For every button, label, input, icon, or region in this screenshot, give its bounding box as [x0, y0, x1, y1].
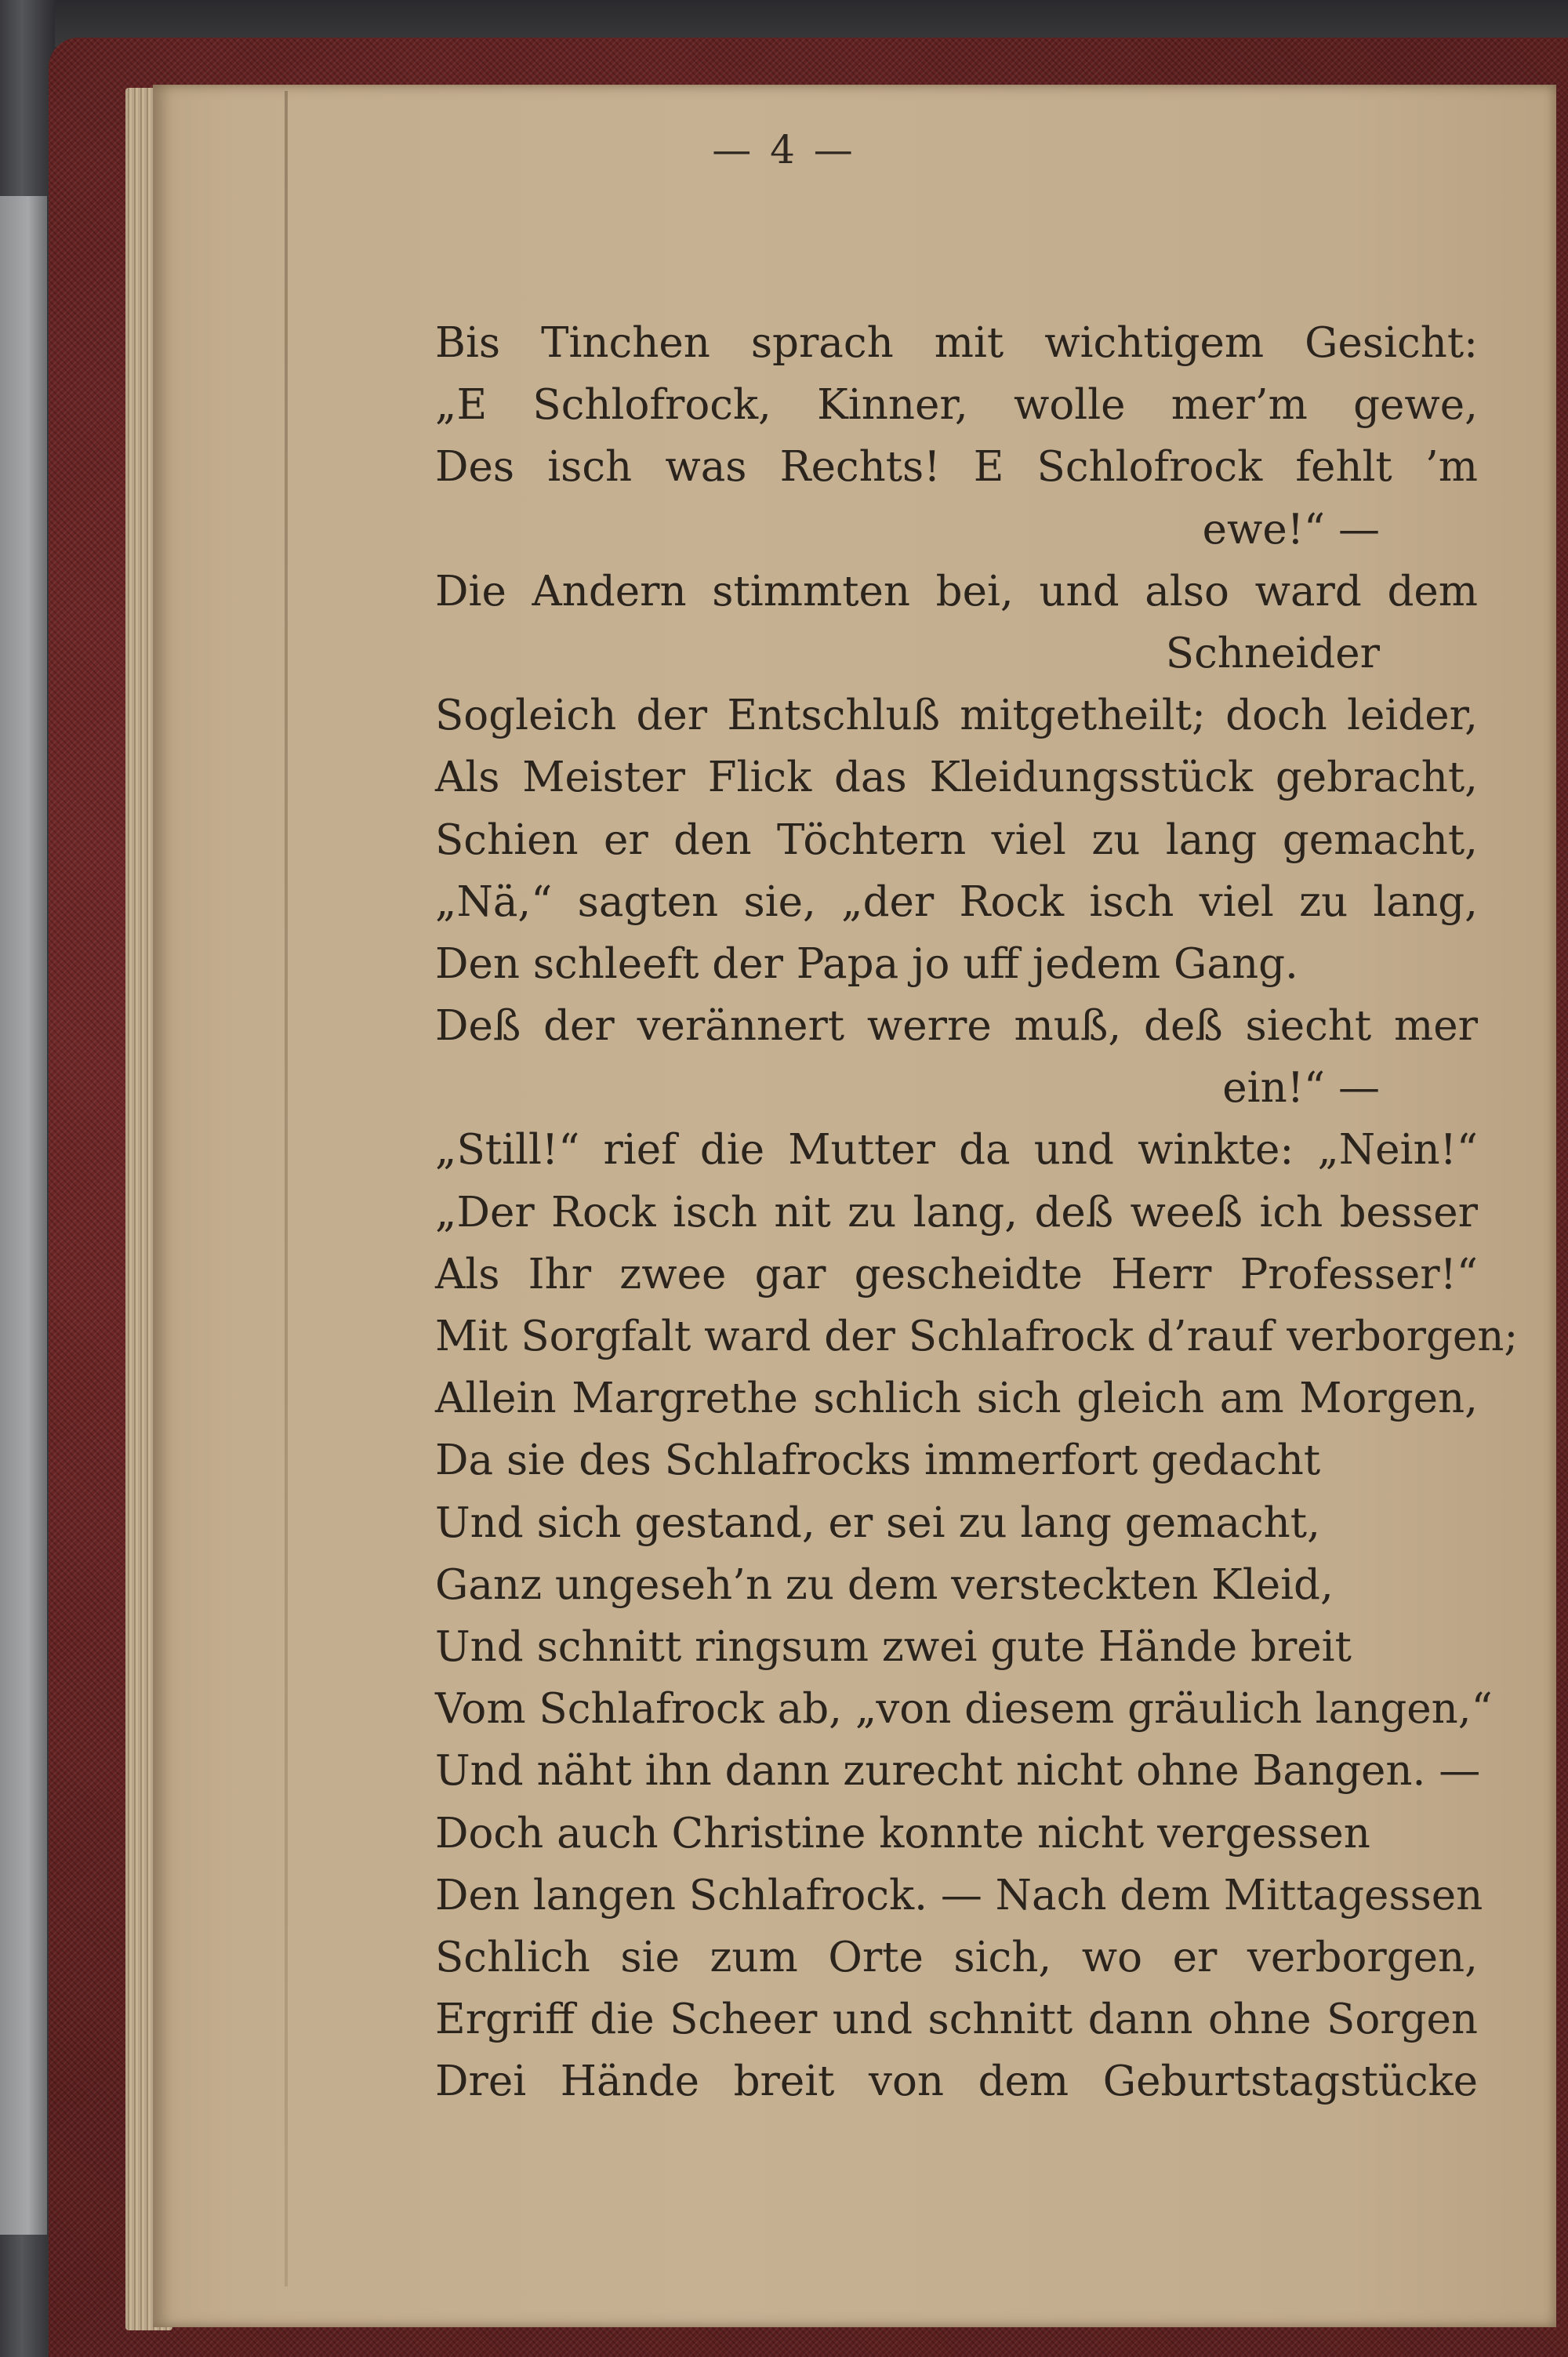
text-line: Und näht ihn dann zurecht nicht ohne Bangen. —	[435, 1747, 1481, 1796]
text-line: Mit Sorgfalt ward der Schlafrock d’rauf verborgen;	[435, 1313, 1519, 1360]
text-line: Als Ihr zwee gar gescheidte Herr Professer!“	[435, 1250, 1478, 1298]
text-line: „Still!“ rief die Mutter da und winkte: „Nein!“	[435, 1126, 1478, 1175]
text-line: Vom Schlafrock ab, „von diesem gräulich langen,“	[435, 1685, 1493, 1734]
text-line: Sogleich der Entschluß mitgetheilt; doch leider,	[435, 692, 1478, 740]
text-line: Bis Tinchen sprach mit wichtigem Gesicht:	[435, 319, 1478, 367]
text-line: Den langen Schlafrock. — Nach dem Mittagessen	[435, 1871, 1483, 1919]
text-line: Ganz ungeseh’n zu dem versteckten Kleid,	[435, 1560, 1334, 1609]
text-line: Drei Hände breit von dem Geburtstagstücke	[435, 2057, 1478, 2106]
text-line: „Nä,“ sagten sie, „der Rock isch viel zu lang,	[435, 877, 1478, 926]
text-line: „E Schlofrock, Kinner, wolle mer’m gewe,	[435, 381, 1478, 430]
text-line: „Der Rock isch nit zu lang, deß weeß ich besser	[435, 1188, 1478, 1237]
text-line: Den schleeft der Papa jo uff jedem Gang.	[435, 939, 1298, 988]
text-line-continuation: ein!“ —	[1222, 1064, 1380, 1113]
text-line: Und sich gestand, er sei zu lang gemacht,	[435, 1498, 1320, 1547]
text-line: Deß der verännert werre muß, deß siecht mer	[435, 1002, 1478, 1051]
text-line-continuation: ewe!“ —	[1202, 505, 1380, 554]
text-line: Des isch was Rechts! E Schlofrock fehlt ’m	[435, 443, 1478, 492]
text-line: Da sie des Schlafrocks immerfort gedacht	[435, 1436, 1321, 1485]
scanner-background-strip	[0, 196, 47, 2235]
poem-text	[435, 312, 1519, 2112]
text-line: Allein Margrethe schlich sich gleich am Morgen,	[435, 1375, 1478, 1423]
text-line-continuation: Schneider	[1165, 629, 1380, 677]
text-line: Schien er den Töchtern viel zu lang gemacht,	[435, 815, 1478, 864]
text-line: Doch auch Christine konnte nicht vergessen	[435, 1809, 1370, 1858]
text-line: Und schnitt ringsum zwei gute Hände breit	[435, 1622, 1352, 1671]
text-line: Schlich sie zum Orte sich, wo er verborgen,	[435, 1933, 1478, 1981]
text-line: Die Andern stimmten bei, und also ward dem	[435, 567, 1478, 616]
page-number: — 4 —	[712, 127, 856, 173]
text-line: Ergriff die Scheer und schnitt dann ohne Sorgen	[435, 1996, 1478, 2044]
text-line: Als Meister Flick das Kleidungsstück gebracht,	[435, 754, 1478, 802]
page-gutter-line	[285, 91, 288, 2286]
